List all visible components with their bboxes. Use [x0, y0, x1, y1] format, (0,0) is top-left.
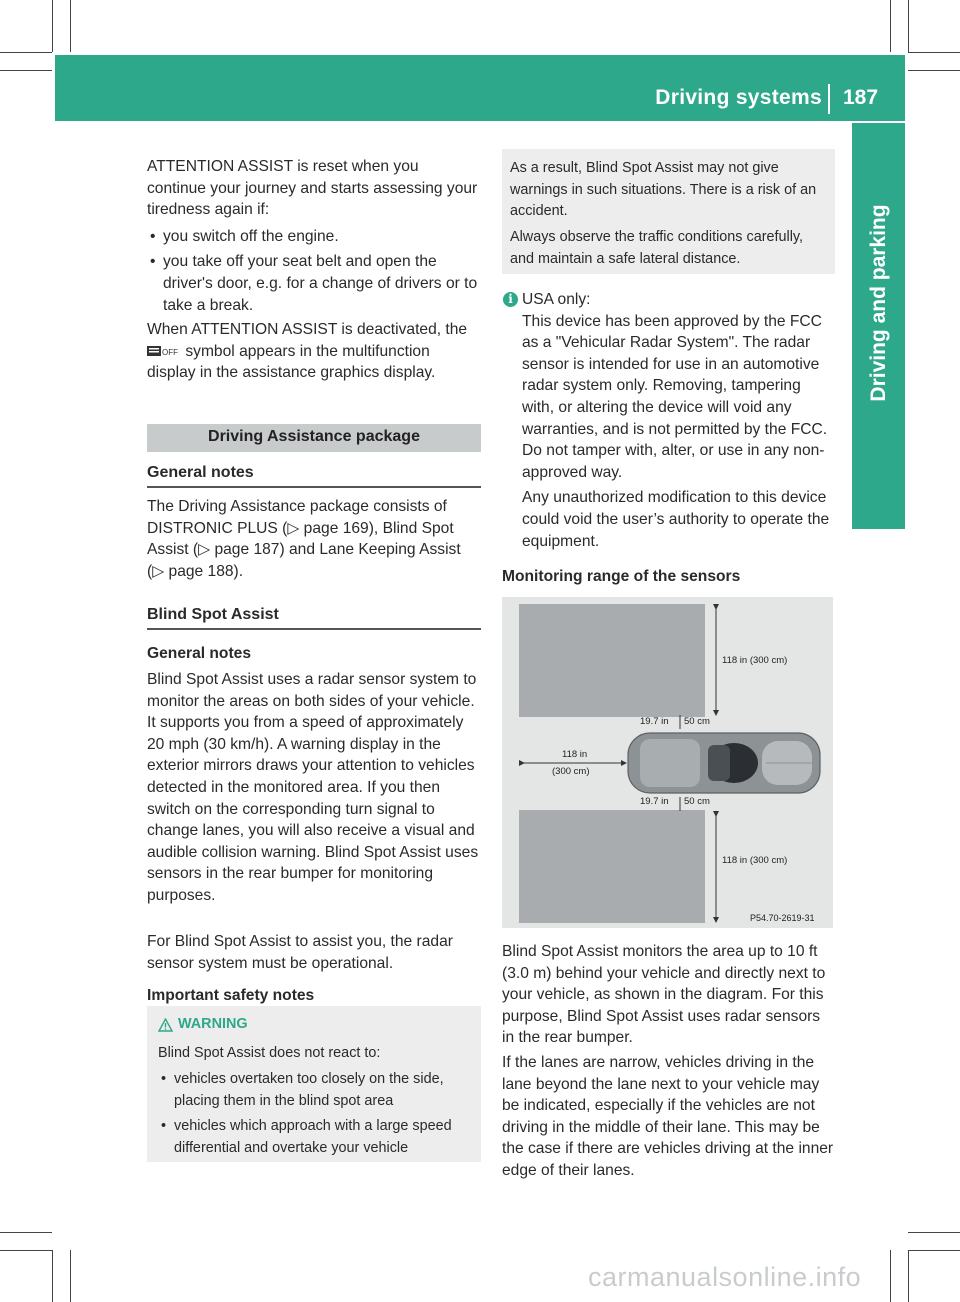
section-title: Driving systems	[655, 86, 822, 109]
heading-rule	[147, 628, 481, 630]
paragraph: Blind Spot Assist monitors the area up to 10 ft (3.0 m) behind your vehicle and directly next to your vehicle, as shown in the diagram. For this purpose, Blind Spot Assist uses radar sensors in the rear bumper.	[502, 943, 826, 1047]
crop-mark	[52, 1250, 53, 1302]
bullet-icon: •	[161, 1118, 167, 1134]
list-item-text: vehicles which approach with a large speed differential and overtake your vehicle	[174, 1118, 452, 1156]
paragraph: The Driving Assistance package consists of DISTRONIC PLUS (▷ page 169), Blind Spot Assist (▷ page 187) and Lane Keeping Assist (▷ page 188).	[147, 498, 461, 580]
heading-blind-spot-assist: Blind Spot Assist	[147, 606, 279, 623]
range-label-side-cm: (300 cm)	[552, 766, 590, 777]
info-paragraph: This device has been approved by the FCC as a "Vehicular Radar System". The radar sensor is intended for use in an automotive radar system only. Removing, tampering with, or altering the device will void any warranties, and is not permitted by the FCC. Do not tamper with, alter, or use in any non-approved way.	[522, 312, 828, 481]
warning-box	[147, 1006, 481, 1162]
crop-mark	[52, 0, 53, 52]
section-heading-bar	[147, 424, 481, 452]
crop-mark	[890, 0, 891, 52]
paragraph-text: When ATTENTION ASSIST is deactivated, the	[147, 321, 468, 339]
crop-mark	[70, 1250, 71, 1302]
paragraph: ATTENTION ASSIST is reset when you continue your journey and starts assessing your tiredness again if:	[147, 158, 478, 219]
info-block	[522, 289, 835, 552]
list-item-text: vehicles overtaken too closely on the side, placing them in the blind spot area	[174, 1071, 444, 1109]
info-heading: USA only:	[522, 291, 591, 308]
section-heading: Driving Assistance package	[208, 428, 420, 445]
warning-label: WARNING	[178, 1016, 248, 1032]
figure-id: P54.70-2619-31	[750, 913, 815, 923]
attention-assist-off-icon	[147, 343, 181, 357]
list-item	[158, 1116, 476, 1159]
left-column-top	[147, 156, 481, 384]
warning-continuation-box	[502, 149, 835, 274]
note-paragraph: Always observe the traffic conditions carefully, and maintain a safe lateral distance.	[510, 229, 804, 267]
watermark: carmanualsonline.info	[588, 1262, 862, 1292]
crop-mark	[0, 70, 52, 71]
subheading-safety-notes: Important safety notes	[147, 987, 315, 1004]
heading-general-notes: General notes	[147, 464, 254, 481]
crop-mark	[908, 1232, 960, 1233]
heading-rule	[147, 486, 481, 488]
warning-text: Blind Spot Assist does not react to:	[158, 1045, 381, 1061]
svg-text:OFF: OFF	[162, 347, 178, 357]
bullet-icon: •	[161, 1071, 167, 1087]
paragraph-text: symbol appears in the multifunction display in the assistance graphics display.	[147, 342, 436, 382]
gap-label-top-cm: 50 cm	[684, 716, 710, 727]
chapter-tab-marker	[852, 483, 905, 529]
list-item-text: you take off your seat belt and open the driver's door, e.g. for a change of drivers or to take a break.	[163, 253, 478, 314]
bullet-icon: •	[150, 227, 156, 245]
chapter-tab	[852, 123, 905, 483]
crop-mark	[0, 52, 52, 53]
warning-list	[158, 1069, 476, 1159]
header-divider	[828, 84, 830, 114]
gap-label-bottom-cm: 50 cm	[684, 796, 710, 807]
crop-mark	[908, 0, 909, 52]
crop-mark	[70, 0, 71, 52]
info-icon: i	[503, 292, 518, 307]
gap-label-bottom: 19.7 in	[640, 796, 669, 807]
crop-mark	[0, 1250, 52, 1251]
crop-mark	[908, 70, 960, 71]
vehicle-top-view	[626, 729, 822, 797]
crop-mark	[908, 1250, 909, 1302]
crop-mark	[908, 1250, 960, 1251]
crop-mark	[0, 1232, 52, 1233]
sensor-range-diagram	[502, 597, 833, 928]
list-item-text: you switch off the engine.	[163, 227, 339, 245]
bullet-icon: •	[150, 253, 156, 271]
paragraph: For Blind Spot Assist to assist you, the radar sensor system must be operational.	[147, 933, 453, 972]
range-label-bottom: 118 in (300 cm)	[722, 855, 788, 866]
paragraph	[147, 319, 481, 384]
warning-triangle-icon	[158, 1018, 173, 1037]
range-label-top: 118 in (300 cm)	[722, 655, 788, 666]
gap-label-top: 19.7 in	[640, 716, 669, 727]
list-item	[147, 226, 481, 248]
range-label-side-in: 118 in	[562, 749, 588, 760]
crop-mark	[890, 1250, 891, 1302]
info-paragraph: Any unauthorized modification to this device could void the user’s authority to operate the equipment.	[522, 489, 830, 550]
heading-monitoring-range: Monitoring range of the sensors	[502, 568, 741, 585]
subheading-general-notes: General notes	[147, 645, 251, 662]
list-item	[147, 251, 481, 316]
note-paragraph: As a result, Blind Spot Assist may not give warnings in such situations. There is a risk of an accident.	[510, 160, 817, 219]
chapter-tab-label: Driving and parking	[866, 204, 890, 402]
paragraph: If the lanes are narrow, vehicles driving in the lane beyond the lane next to your vehicle may be indicated, especially if the vehicles are not driving in the middle of their lane. This may be the case if there are vehicles driving at the inner edge of their lanes.	[502, 1054, 834, 1179]
paragraph: Blind Spot Assist uses a radar sensor system to monitor the areas on both sides of your vehicle. It supports you from a speed of approximately 20 mph (30 km/h). A warning display in the exterior mirrors draws your attention to vehicles detected in the monitored area. If you then switch on the corresponding turn signal to change lanes, you will also receive a visual and audible collision warning. Blind Spot Assist uses sensors in the rear bumper for monitoring purposes.	[147, 671, 479, 904]
page-number: 187	[843, 86, 879, 109]
crop-mark	[908, 52, 960, 53]
list-item	[158, 1069, 476, 1112]
